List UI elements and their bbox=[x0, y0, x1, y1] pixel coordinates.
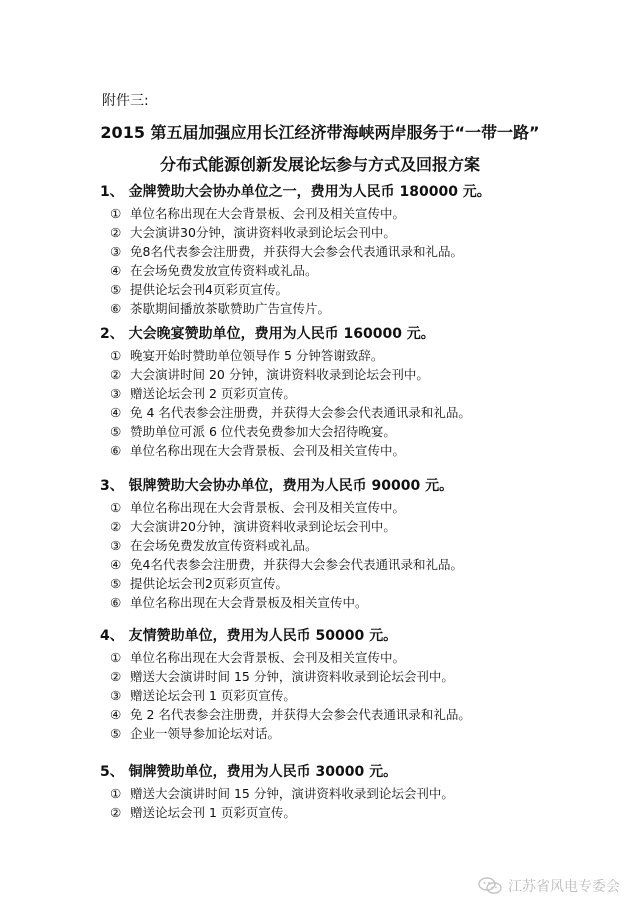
list-item bbox=[100, 784, 620, 803]
list-item bbox=[100, 574, 620, 593]
item-number: ① bbox=[110, 206, 122, 221]
item-text: 单位名称出现在大会背景板、会刊及相关宣传中。 bbox=[130, 443, 406, 458]
item-number: ⑥ bbox=[110, 595, 122, 610]
item-number: ⑤ bbox=[110, 576, 122, 591]
item-number: ② bbox=[110, 225, 122, 240]
list-item bbox=[100, 346, 620, 365]
item-text: 提供论坛会刊2页彩页宣传。 bbox=[130, 576, 288, 591]
item-number: ② bbox=[110, 669, 122, 684]
item-number: ① bbox=[110, 786, 122, 801]
list-item bbox=[100, 280, 620, 299]
item-number: ① bbox=[110, 500, 122, 515]
section-heading: 1、 金牌赞助大会协办单位之一，费用为人民币 180000 元。 bbox=[100, 184, 491, 200]
item-text: 在会场免费发放宣传资料或礼品。 bbox=[130, 538, 318, 553]
item-text: 单位名称出现在大会背景板、会刊及相关宣传中。 bbox=[130, 650, 406, 665]
list-item bbox=[100, 517, 620, 536]
item-number: ⑥ bbox=[110, 443, 122, 458]
item-text: 企业一领导参加论坛对话。 bbox=[130, 726, 281, 741]
item-number: ③ bbox=[110, 538, 122, 553]
item-text: 大会演讲20分钟，演讲资料收录到论坛会刊中。 bbox=[130, 519, 396, 534]
section-heading: 5、 铜牌赞助单位，费用为人民币 30000 元。 bbox=[100, 764, 398, 780]
item-number: ⑤ bbox=[110, 424, 122, 439]
list-item bbox=[100, 555, 620, 574]
list-item bbox=[100, 204, 620, 223]
item-number: ① bbox=[110, 348, 122, 363]
item-number: ⑤ bbox=[110, 282, 122, 297]
item-number: ② bbox=[110, 519, 122, 534]
item-text: 在会场免费发放宣传资料或礼品。 bbox=[130, 263, 318, 278]
section-heading: 4、 友情赞助单位，费用为人民币 50000 元。 bbox=[100, 628, 398, 644]
list-item bbox=[100, 536, 620, 555]
item-text: 茶歇期间播放茶歇赞助广告宣传片。 bbox=[130, 301, 331, 316]
list-item bbox=[100, 223, 620, 242]
section-3 bbox=[100, 474, 620, 612]
title-line-2: 分布式能源创新发展论坛参与方式及回报方案 bbox=[159, 155, 480, 174]
title-line-1: 2015 第五届加强应用长江经济带海峡两岸服务于“一带一路” bbox=[100, 123, 540, 142]
item-text: 单位名称出现在大会背景板及相关宣传中。 bbox=[130, 595, 368, 610]
item-number: ④ bbox=[110, 557, 122, 572]
list-item bbox=[100, 686, 620, 705]
item-text: 大会演讲时间 20 分钟，演讲资料收录到论坛会刊中。 bbox=[130, 367, 429, 382]
item-number: ④ bbox=[110, 263, 122, 278]
item-number: ⑤ bbox=[110, 726, 122, 741]
item-text: 赞助单位可派 6 位代表免费参加大会招待晚宴。 bbox=[130, 424, 396, 439]
item-text: 单位名称出现在大会背景板、会刊及相关宣传中。 bbox=[130, 206, 406, 221]
list-item bbox=[100, 441, 620, 460]
watermark bbox=[478, 876, 620, 896]
list-item bbox=[100, 705, 620, 724]
list-item bbox=[100, 422, 620, 441]
list-item bbox=[100, 648, 620, 667]
item-text: 赠送论坛会刊 1 页彩页宣传。 bbox=[130, 688, 296, 703]
item-text: 提供论坛会刊4页彩页宣传。 bbox=[130, 282, 288, 297]
list-item bbox=[100, 299, 620, 318]
section-5 bbox=[100, 760, 620, 822]
item-number: ② bbox=[110, 805, 122, 820]
item-text: 赠送大会演讲时间 15 分钟，演讲资料收录到论坛会刊中。 bbox=[130, 669, 454, 684]
section-heading: 2、 大会晚宴赞助单位，费用为人民币 160000 元。 bbox=[100, 326, 435, 342]
list-item bbox=[100, 242, 620, 261]
item-text: 免 2 名代表参会注册费，并获得大会参会代表通讯录和礼品。 bbox=[130, 707, 471, 722]
item-text: 单位名称出现在大会背景板、会刊及相关宣传中。 bbox=[130, 500, 406, 515]
item-number: ④ bbox=[110, 707, 122, 722]
item-number: ④ bbox=[110, 405, 122, 420]
list-item bbox=[100, 384, 620, 403]
item-number: ③ bbox=[110, 244, 122, 259]
item-number: ② bbox=[110, 367, 122, 382]
section-1 bbox=[100, 180, 620, 318]
list-item bbox=[100, 803, 620, 822]
item-text: 免 4 名代表参会注册费，并获得大会参会代表通讯录和礼品。 bbox=[130, 405, 471, 420]
list-item bbox=[100, 365, 620, 384]
list-item bbox=[100, 498, 620, 517]
watermark-text: 江苏省风电专委会 bbox=[508, 879, 620, 895]
item-text: 大会演讲30分钟，演讲资料收录到论坛会刊中。 bbox=[130, 225, 396, 240]
list-item bbox=[100, 403, 620, 422]
section-heading: 3、 银牌赞助大会协办单位，费用为人民币 90000 元。 bbox=[100, 478, 454, 494]
wechat-icon bbox=[478, 877, 502, 895]
item-number: ③ bbox=[110, 386, 122, 401]
item-text: 免4名代表参会注册费，并获得大会参会代表通讯录和礼品。 bbox=[130, 557, 463, 572]
list-item bbox=[100, 667, 620, 686]
item-text: 赠送论坛会刊 2 页彩页宣传。 bbox=[130, 386, 296, 401]
section-2 bbox=[100, 322, 620, 460]
item-number: ③ bbox=[110, 688, 122, 703]
section-4 bbox=[100, 624, 620, 743]
list-item bbox=[100, 724, 620, 743]
item-text: 赠送大会演讲时间 15 分钟，演讲资料收录到论坛会刊中。 bbox=[130, 786, 454, 801]
item-text: 免8名代表参会注册费，并获得大会参会代表通讯录和礼品。 bbox=[130, 244, 463, 259]
list-item bbox=[100, 261, 620, 280]
list-item bbox=[100, 593, 620, 612]
item-number: ① bbox=[110, 650, 122, 665]
item-text: 赠送论坛会刊 1 页彩页宣传。 bbox=[130, 805, 296, 820]
attachment-label: 附件三: bbox=[102, 93, 149, 109]
item-number: ⑥ bbox=[110, 301, 122, 316]
item-text: 晚宴开始时赞助单位领导作 5 分钟答谢致辞。 bbox=[130, 348, 384, 363]
